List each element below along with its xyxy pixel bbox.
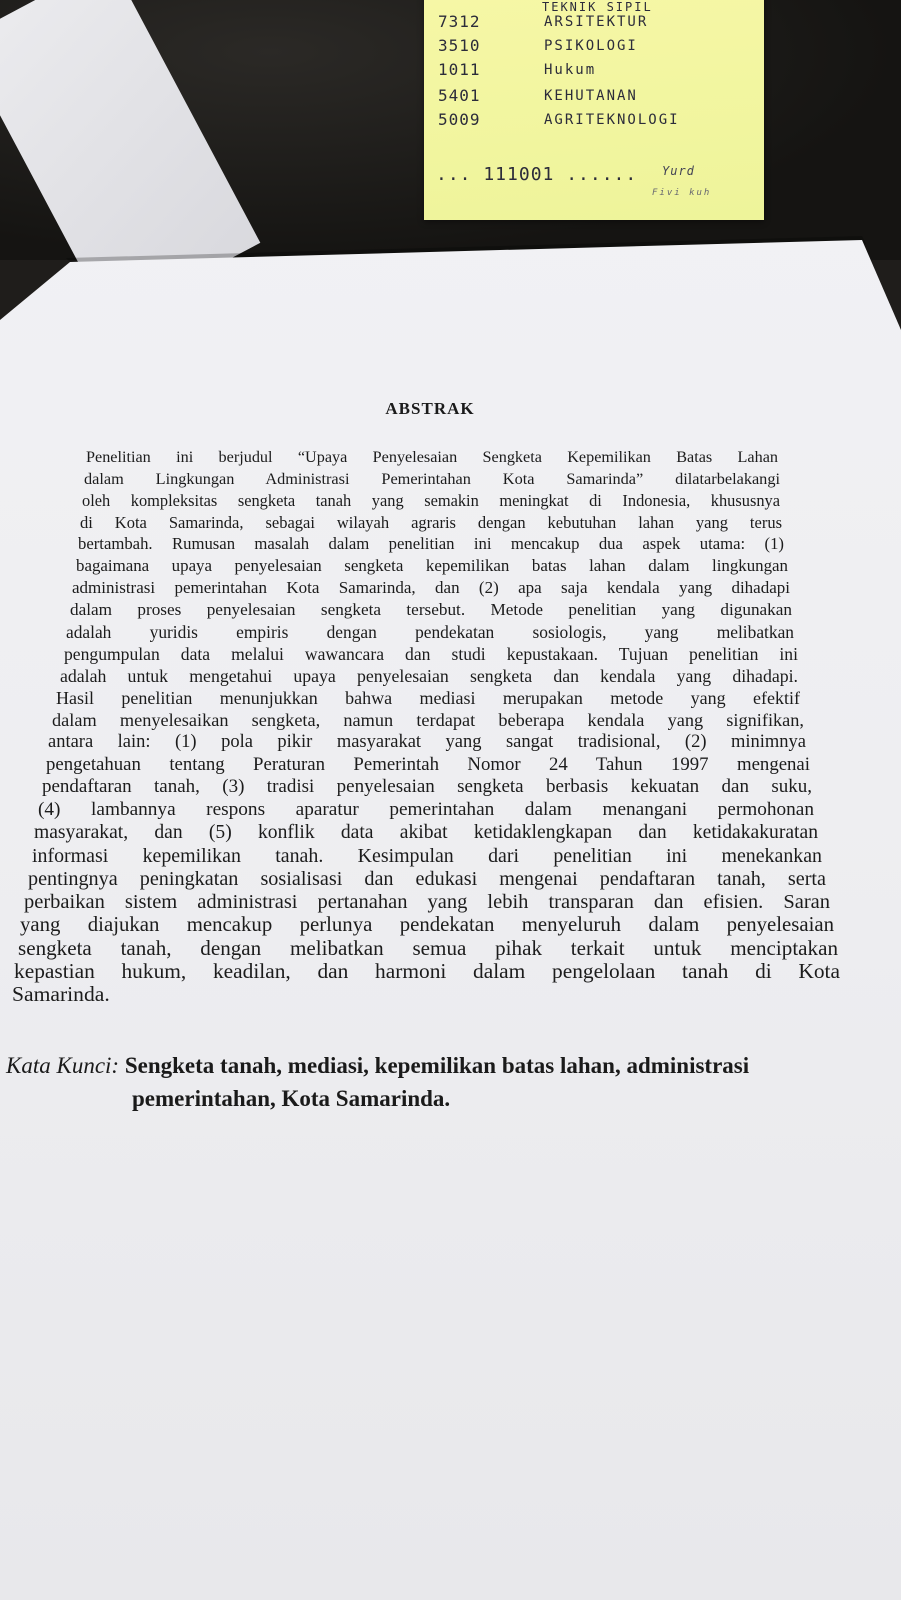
keywords-line-2: pemerintahan, Kota Samarinda. [132,1086,451,1111]
sticky-note-code: 1011 [438,60,481,79]
sticky-note-bottom-line: ... 111001 ...... [436,164,638,185]
abstract-line: dalam proses penyelesaian sengketa tersebut. Metode penelitian yang digunakan [70,600,792,619]
sticky-note-label: AGRITEKNOLOGI [544,112,680,128]
abstract-line: (4) lambannya respons aparatur pemerintahan dalam menangani permohonan [38,799,814,820]
abstract-line: perbaikan sistem administrasi pertanahan yang lebih transparan dan efisien. Saran [24,891,830,913]
sticky-note-code: 7312 [438,12,481,31]
abstract-line: pendaftaran tanah, (3) tradisi penyelesaian sengketa berbasis kekuatan dan suku, [42,776,812,797]
sticky-note-code: 5009 [438,110,481,129]
keywords-label: Kata Kunci: [6,1053,125,1078]
abstract-line: adalah untuk mengetahui upaya penyelesaian sengketa dan kendala yang dihadapi. [60,666,798,686]
abstract-line: bagaimana upaya penyelesaian sengketa kepemilikan batas lahan dalam lingkungan [76,556,788,575]
abstract-line: pengumpulan data melalui wawancara dan studi kepustakaan. Tujuan penelitian ini [64,644,798,664]
sticky-note-signature-small: Fivi kuh [652,188,712,198]
abstract-line: informasi kepemilikan tanah. Kesimpulan dari penelitian ini menekankan [32,845,822,867]
abstract-line: antara lain: (1) pola pikir masyarakat yang sangat tradisional, (2) minimnya [48,732,806,752]
abstract-line: pentingnya peningkatan sosialisasi dan edukasi mengenai pendaftaran tanah, serta [28,868,826,890]
sticky-note-label: Hukum [544,62,597,78]
abstract-line: yang diajukan mencakup perlunya pendekatan menyeluruh dalam penyelesaian [20,914,834,936]
keywords-line-1 [6,1053,749,1079]
sticky-note-signature: Yurd [662,164,695,178]
abstract-line: sengketa tanah, dengan melibatkan semua pihak terkait untuk menciptakan [18,937,838,960]
document-title: ABSTRAK [385,399,475,418]
abstract-line: pengetahuan tentang Peraturan Pemerintah Nomor 24 Tahun 1997 mengenai [46,754,810,775]
abstract-line: dalam menyelesaikan sengketa, namun terdapat beberapa kendala yang signifikan, [52,710,804,730]
abstract-line: dalam Lingkungan Administrasi Pemerintahan Kota Samarinda” dilatarbelakangi [84,469,780,488]
abstract-line: adalah yuridis empiris dengan pendekatan sosiologis, yang melibatkan [66,622,794,642]
abstract-line: Penelitian ini berjudul “Upaya Penyelesaian Sengketa Kepemilikan Batas Lahan [86,448,778,466]
abstract-line: masyarakat, dan (5) konflik data akibat ketidaklengkapan dan ketidakakuratan [34,822,818,843]
abstract-line: administrasi pemerintahan Kota Samarinda, dan (2) apa saja kendala yang dihadapi [72,578,790,597]
sticky-note-code: 5401 [438,86,481,105]
abstract-line: Samarinda. [12,982,110,1006]
sticky-note-label: KEHUTANAN [544,88,638,104]
sticky-note-top-label: TEKNIK SIPIL [542,0,653,14]
sticky-note-code: 3510 [438,36,481,55]
abstract-line: oleh kompleksitas sengketa tanah yang semakin meningkat di Indonesia, khususnya [82,491,780,510]
abstract-line: Hasil penelitian menunjukkan bahwa mediasi merupakan metode yang efektif [56,688,800,708]
keywords-value: Sengketa tanah, mediasi, kepemilikan batas lahan, administrasi [124,1053,750,1078]
sticky-note-label: ARSITEKTUR [544,14,649,30]
abstract-line: bertambah. Rumusan masalah dalam penelitian ini mencakup dua aspek utama: (1) [78,534,784,553]
sticky-note-label: PSIKOLOGI [544,38,638,54]
abstract-line: di Kota Samarinda, sebagai wilayah agraris dengan kebutuhan lahan yang terus [80,513,782,532]
abstract-line: kepastian hukum, keadilan, dan harmoni dalam pengelolaan tanah di Kota [14,960,840,983]
